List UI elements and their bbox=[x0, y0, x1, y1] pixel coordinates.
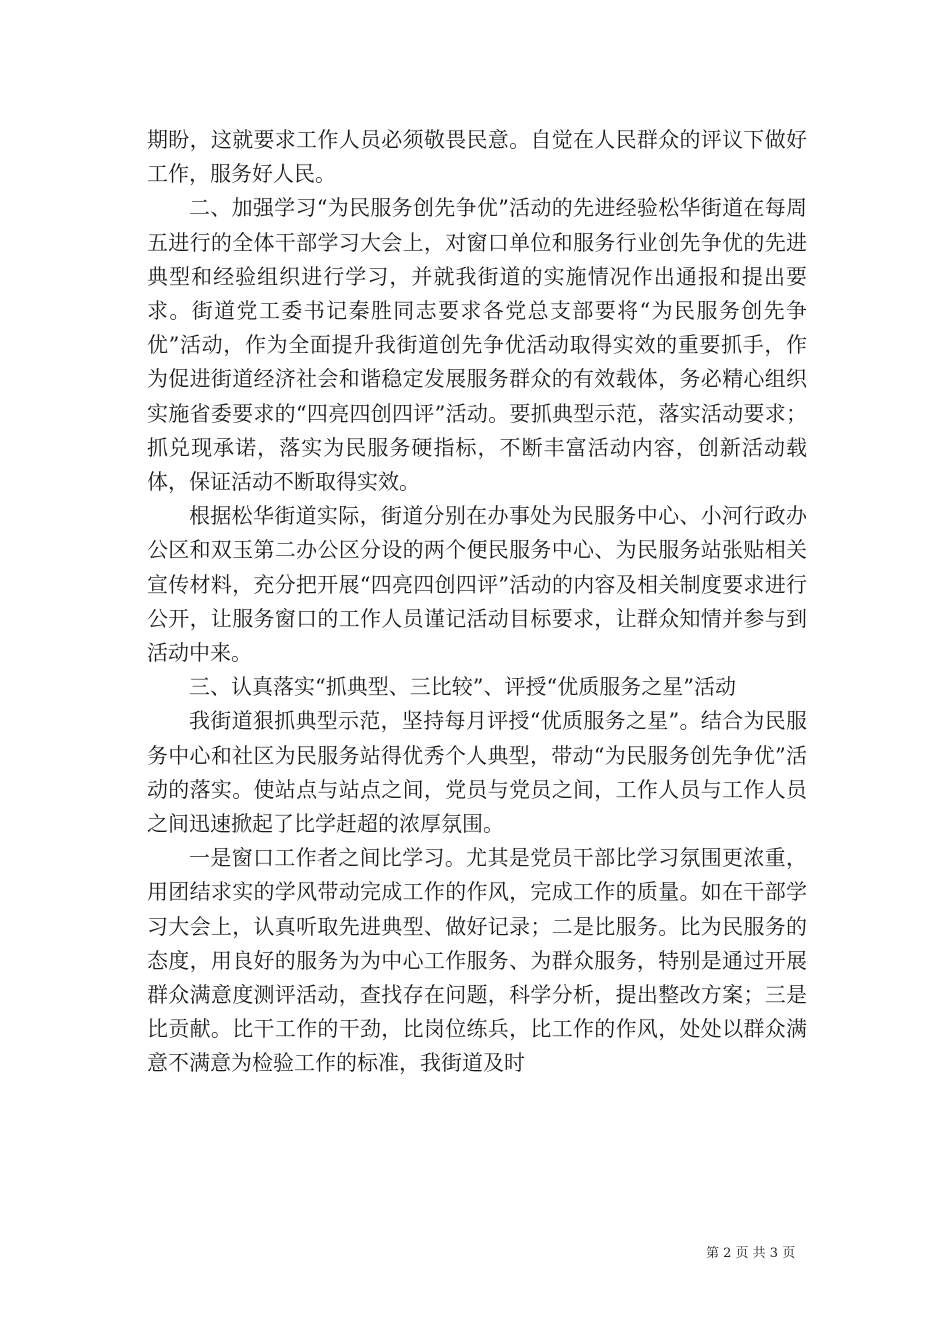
paragraph-publicity: 根据松华街道实际，街道分别在办事处为民服务中心、小河行政办公区和双玉第二办公区分设的两个便民服务中心、为民服务站张贴相关宣传材料，充分把开展“四亮四创四评”活动的内容及相关制度要求进行公开，让服务窗口的工作人员谨记活动目标要求，让群众知情并参与到活动中来。 bbox=[147, 504, 807, 666]
page-number-footer: 第 2 页 共 3 页 bbox=[706, 1246, 796, 1261]
paragraph-section-three-heading: 三、认真落实“抓典型、三比较”、评授“优质服务之星”活动 bbox=[189, 675, 736, 700]
paragraph-typical-model: 我街道狠抓典型示范，坚持每月评授“优质服务之星”。结合为民服务中心和社区为民服务站得优秀个人典型，带动“为民服务创先争优”活动的落实。使站点与站点之间，党员与党员之间，工作人员与工作人员之间迅速掀起了比学赶超的浓厚氛围。 bbox=[147, 709, 807, 837]
paragraph-section-two: 二、加强学习“为民服务创先争优”活动的先进经验松华街道在每周五进行的全体干部学习大会上，对窗口单位和服务行业创先争优的先进典型和经验组织进行学习，并就我街道的实施情况作出通报和提出要求。街道党工委书记秦胜同志要求各党总支部要将“为民服务创先争优”活动，作为全面提升我街道创先争优活动取得实效的重要抓手，作为促进街道经济社会和谐稳定发展服务群众的有效载体，务必精心组织实施省委要求的“四亮四创四评”活动。要抓典型示范，落实活动要求；抓兑现承诺，落实为民服务硬指标，不断丰富活动内容，创新活动载体，保证活动不断取得实效。 bbox=[147, 196, 807, 495]
paragraph-comparison: 一是窗口工作者之间比学习。尤其是党员干部比学习氛围更浓重，用团结求实的学风带动完成工作的作风，完成工作的质量。如在干部学习大会上，认真听取先进典型、做好记录；二是比服务。比为民服务的态度，用良好的服务为为中心工作服务、为群众服务，特别是通过开展群众满意度测评活动，查找存在问题，科学分析，提出整改方案；三是比贡献。比干工作的干劲，比岗位练兵，比工作的作风，处处以群众满意不满意为检验工作的标准，我街道及时 bbox=[147, 846, 807, 1076]
paragraph-continuation: 期盼，这就要求工作人员必须敬畏民意。自觉在人民群众的评议下做好工作，服务好人民。 bbox=[147, 128, 807, 187]
document-body bbox=[147, 123, 807, 1081]
